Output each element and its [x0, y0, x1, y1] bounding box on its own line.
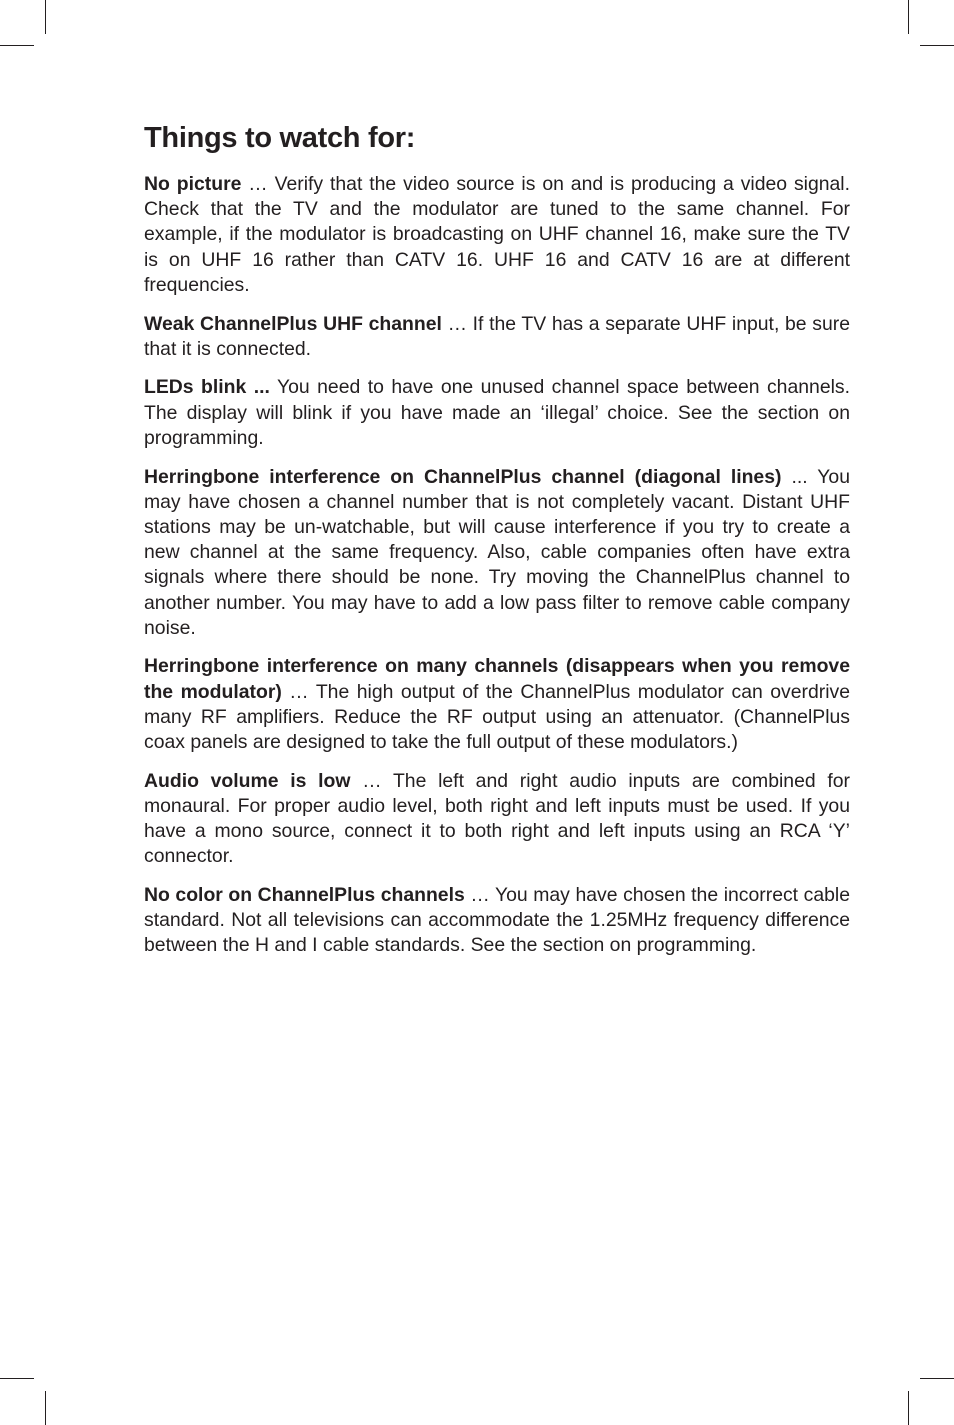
page-title: Things to watch for:	[144, 122, 416, 154]
item-text: You need to have one unused channel space between channels. The display will blink if you have made an ‘illegal’ choice. See the section on programming.	[144, 376, 850, 449]
item-term: Herringbone interference on ChannelPlus channel (diagonal lines)	[144, 465, 782, 488]
troubleshooting-item-herringbone-channelplus	[144, 465, 850, 641]
troubleshooting-item-no-color	[144, 883, 850, 959]
item-term: Audio volume is low	[144, 769, 351, 792]
document-content	[144, 118, 850, 972]
crop-mark-bottom-left-horizontal	[0, 1378, 34, 1379]
item-term: No color on ChannelPlus channels	[144, 884, 465, 907]
crop-mark-bottom-right-horizontal	[920, 1378, 954, 1379]
item-text: … Verify that the video source is on and is producing a video signal. Check that the TV and the modulator are tuned to the same channel. For example, if the modulator is broadcasting on UHF channel 16, make sure the TV is on UHF 16 rather than CATV 16. UHF 16 and CATV 16 are at different frequencies.	[144, 173, 850, 296]
troubleshooting-item-weak-uhf	[144, 312, 850, 362]
crop-mark-top-right-horizontal	[920, 45, 954, 46]
item-text: … If the TV has a separate UHF input, be sure that it is connected.	[144, 312, 850, 360]
troubleshooting-item-audio-low	[144, 769, 850, 870]
item-term: Weak ChannelPlus UHF channel	[144, 312, 442, 335]
crop-mark-top-left-horizontal	[0, 45, 34, 46]
item-term: LEDs blink ...	[144, 376, 270, 399]
troubleshooting-item-leds-blink	[144, 375, 850, 451]
item-text: … The high output of the ChannelPlus modulator can overdrive many RF amplifiers. Reduce the RF output using an attenuator. (ChannelPlus coax panels are designed to take the full output of these modulators.)	[144, 680, 850, 754]
item-term: Herringbone interference on many channels (disappears when you remove the modulator)	[144, 655, 850, 703]
crop-mark-top-right-vertical	[908, 0, 909, 34]
crop-mark-top-left-vertical	[45, 0, 46, 34]
item-text: … You may have chosen the incorrect cable standard. Not all televisions can accommodate the 1.25MHz frequency difference between the H and I cable standards. See the section on programming.	[144, 884, 850, 957]
crop-mark-bottom-right-vertical	[908, 1391, 909, 1425]
item-term: No picture	[144, 173, 242, 195]
troubleshooting-item-no-picture	[144, 172, 850, 298]
item-text: … The left and right audio inputs are combined for monaural. For proper audio level, both right and left inputs must be used. If you have a mono source, connect it to both right and left inputs using an RCA ‘Y’ connector.	[144, 769, 850, 868]
crop-mark-bottom-left-vertical	[45, 1391, 46, 1425]
troubleshooting-item-herringbone-many	[144, 654, 850, 755]
item-text: ... You may have chosen a channel number that is not completely vacant. Distant UHF stations may be un-watchable, but will cause interference if you try to create a new channel at the same frequency. Also, cable companies often have extra signals where there should be none. Try moving the ChannelPlus channel to another number. You may have to add a low pass filter to remove cable company noise.	[144, 465, 850, 639]
